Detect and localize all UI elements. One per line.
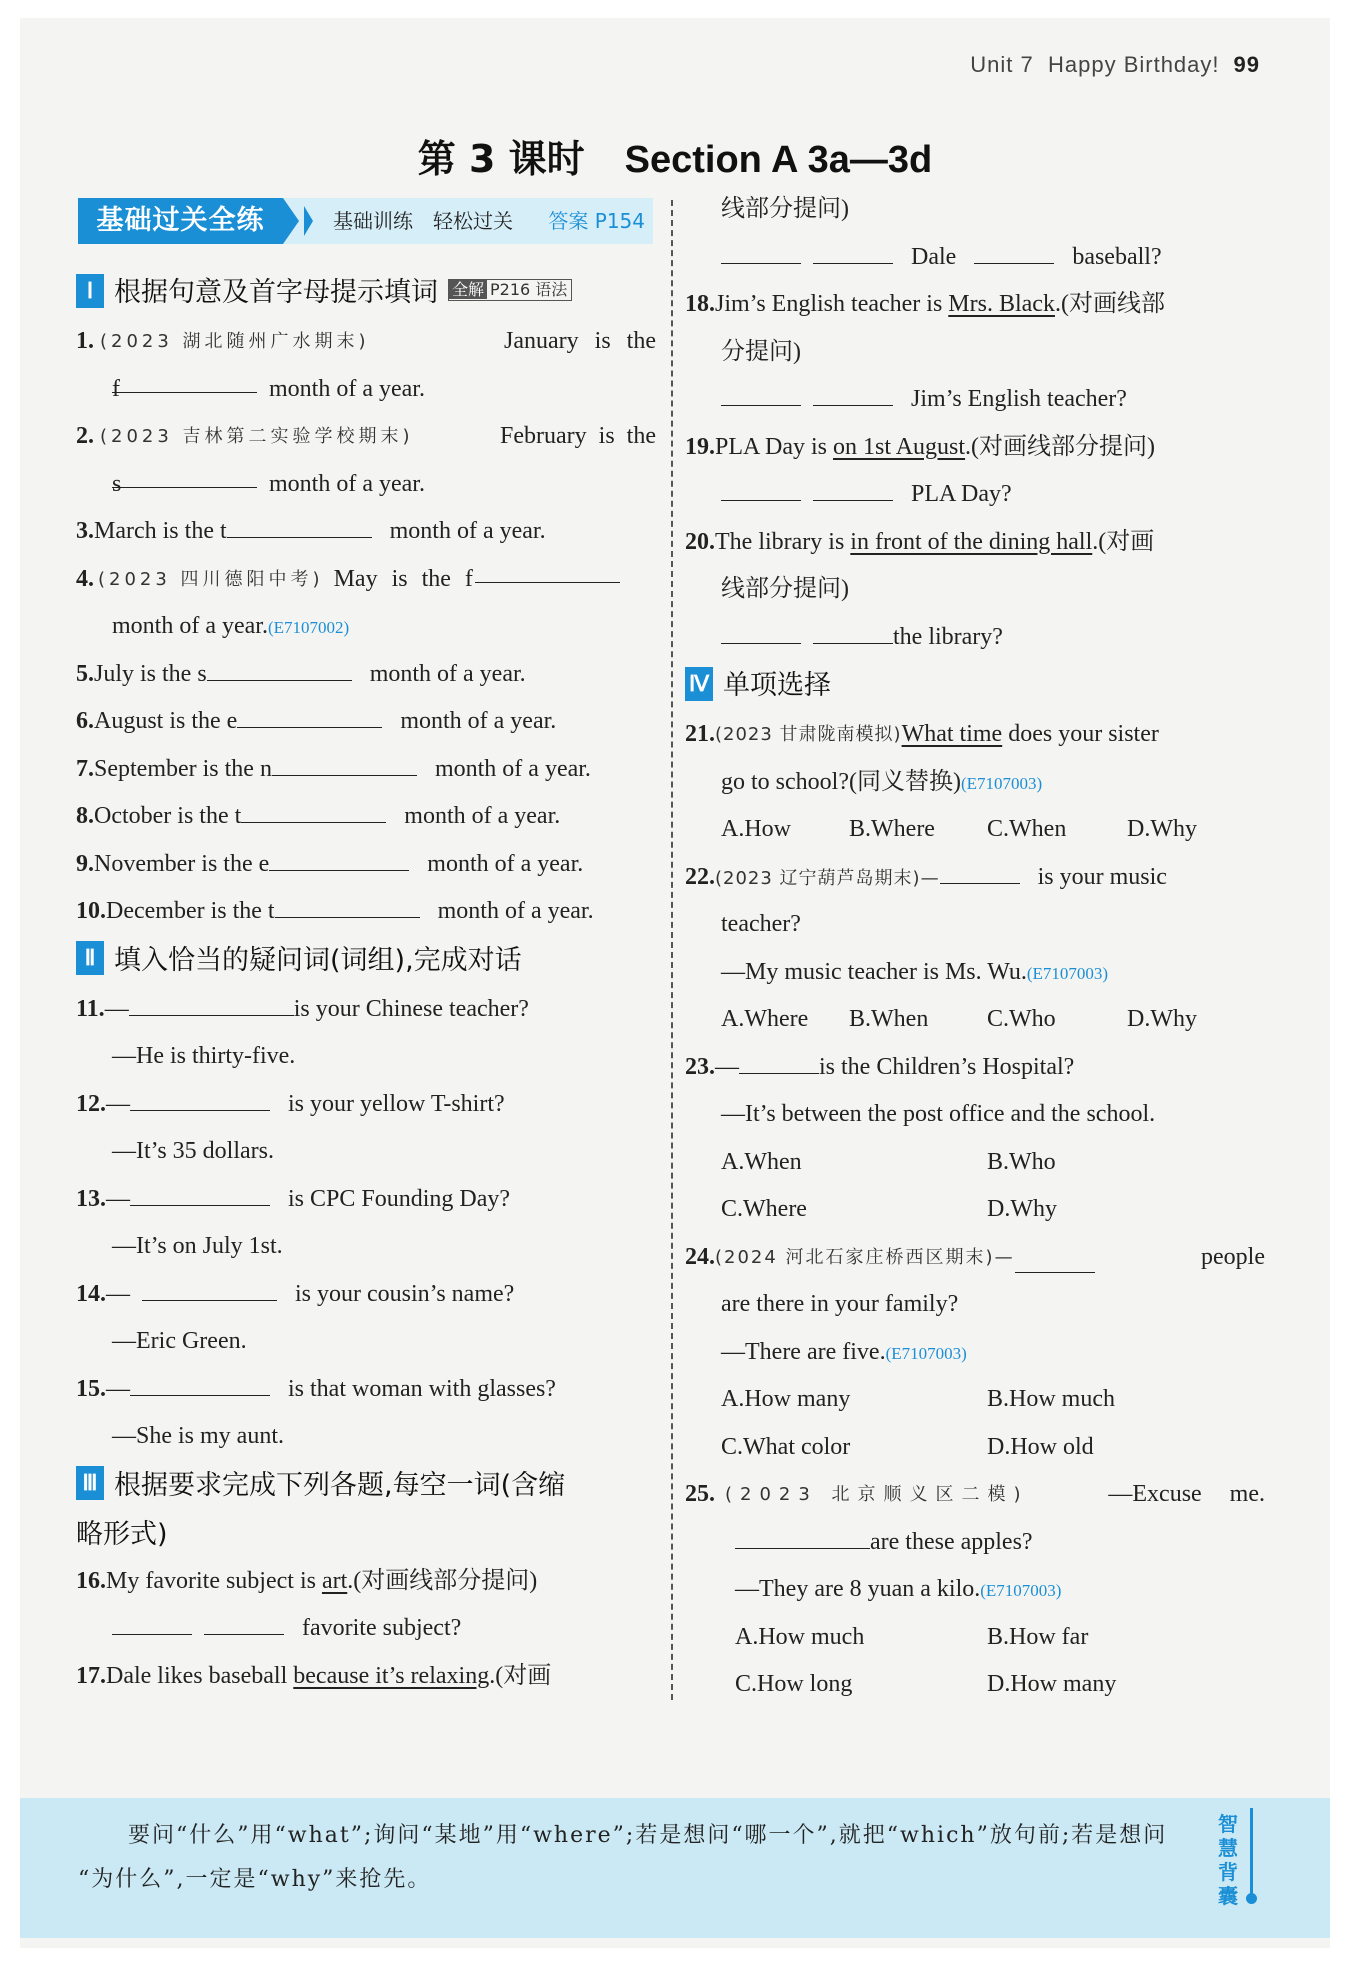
question-code: (E7107003) [980, 1581, 1062, 1600]
question-text: November is the e [94, 850, 270, 877]
question-text: Dale [911, 243, 957, 270]
dash: — [104, 995, 129, 1022]
question-instruction: .(对画线部 [1054, 291, 1165, 317]
question-text: October is the t [94, 803, 242, 829]
question-8 [76, 793, 656, 841]
answer-blank[interactable] [974, 237, 1054, 264]
question-number: 20. [685, 528, 715, 555]
dialogue-answer: —There are five. [721, 1338, 886, 1365]
basic-practice-banner [78, 198, 653, 244]
question-number: 22. [685, 863, 715, 890]
question-source: (2023 甘肃陇南模拟) [715, 724, 902, 745]
question-10 [76, 888, 656, 936]
question-number: 14. [76, 1280, 106, 1307]
question-text: January is the [504, 328, 656, 354]
question-5 [76, 651, 656, 699]
question-22-cont: teacher? [721, 911, 801, 937]
question-code: (E7107003) [1026, 963, 1109, 983]
question-text: is your Chinese teacher? [293, 995, 529, 1022]
question-text: —Excuse me. [1108, 1481, 1265, 1507]
question-text: December is the t [106, 898, 275, 924]
question-4 [76, 556, 656, 604]
question-22-answer [685, 949, 1265, 997]
question-2-cont [76, 461, 656, 509]
question-text: go to school?(同义替换) [721, 768, 961, 795]
option-c[interactable]: C.What color [721, 1433, 851, 1460]
question-3 [76, 508, 656, 556]
question-text: month of a year. [269, 375, 425, 402]
question-text: My favorite subject is [106, 1567, 322, 1594]
tag-box: 全解 [449, 280, 487, 299]
question-21 [685, 711, 1265, 759]
question-18 [685, 281, 1265, 329]
question-text: Dale likes baseball [106, 1662, 294, 1689]
question-2 [76, 413, 656, 461]
question-number: 12. [76, 1090, 106, 1117]
question-text: May is the f [333, 565, 473, 592]
answer-15: —She is my aunt. [112, 1423, 284, 1449]
option-a[interactable]: A.Where [721, 1006, 809, 1032]
banner-title: 基础过关全练 [78, 198, 283, 244]
section-title: 根据句意及首字母提示填词 [114, 277, 438, 308]
answer-11: —He is thirty-five. [112, 1043, 296, 1069]
tip-dot-decoration [1246, 1893, 1257, 1904]
question-25-cont [685, 1519, 1265, 1567]
answer-blank[interactable] [269, 844, 409, 871]
question-instruction: .(对画线部分提问) [347, 1567, 538, 1594]
question-20 [685, 519, 1265, 567]
underlined-part: on 1st August [833, 433, 966, 460]
answer-blank[interactable] [1015, 1246, 1095, 1273]
option-c[interactable]: C.Who [987, 1006, 1056, 1032]
question-instruction: .(对画线部分提问) [965, 433, 1156, 460]
answer-blank[interactable] [227, 511, 372, 538]
dash: — [106, 1185, 130, 1212]
option-b[interactable]: B.Where [849, 816, 935, 842]
hint-letter: s [112, 470, 122, 497]
question-text: is your yellow T-shirt? [288, 1090, 505, 1117]
tag-text: P216 语法 [490, 279, 568, 299]
question-25-options-2 [685, 1661, 1265, 1709]
right-column [685, 186, 1265, 1709]
question-instruction: .(对画 [1092, 528, 1155, 555]
question-text: does your sister [1002, 721, 1159, 747]
question-21-options [685, 806, 1265, 854]
answer-blank[interactable] [721, 617, 801, 644]
question-number: 11. [76, 995, 105, 1022]
answer-blank[interactable] [940, 857, 1020, 884]
question-number: 24. [685, 1243, 715, 1270]
question-text: month of a year. [434, 755, 591, 782]
answer-blank[interactable] [475, 556, 620, 583]
section-3-heading [76, 1461, 656, 1511]
question-17-answer-line [685, 234, 1265, 282]
page-header [970, 52, 1260, 78]
question-number: 7. [76, 755, 94, 782]
question-text: August is the e [94, 708, 238, 734]
question-number: 25. [685, 1481, 715, 1507]
question-number: 23. [685, 1053, 715, 1080]
question-23-answer: —It’s between the post office and the school. [721, 1101, 1156, 1127]
column-divider [671, 200, 673, 1700]
question-source: (2023 北京顺义区二模) [725, 1484, 1029, 1505]
answer-blank[interactable] [813, 379, 893, 406]
question-source: (2023 四川德阳中考) [98, 568, 324, 590]
tip-label-vertical: 智慧背囊 [1218, 1812, 1238, 1908]
banner-subtitle [333, 198, 533, 244]
question-text: month of a year. [389, 518, 546, 544]
option-b[interactable]: B.How much [987, 1386, 1115, 1412]
question-4-cont [76, 603, 656, 651]
question-text: September is the n [94, 755, 272, 782]
question-text: February is the [500, 423, 656, 449]
tip-line-2: “为什么”,一定是“why”来抢先。 [78, 1867, 432, 1892]
page-number: 99 [1233, 52, 1260, 77]
dash: — [106, 1090, 130, 1117]
option-d[interactable]: D.How many [987, 1671, 1117, 1697]
section-number-icon: Ⅱ [76, 941, 104, 975]
answer-blank[interactable] [721, 237, 801, 264]
question-text: is CPC Founding Day? [288, 1185, 511, 1212]
question-24-options-2 [685, 1424, 1265, 1472]
dash: — [715, 1053, 739, 1080]
question-instruction: .(对画 [489, 1662, 552, 1689]
answer-blank[interactable] [112, 366, 257, 402]
question-9 [76, 841, 656, 889]
question-number: 6. [76, 708, 94, 734]
section-title: 单项选择 [723, 670, 831, 701]
question-text: The library is [715, 528, 851, 555]
question-number: 8. [76, 803, 94, 829]
question-text: July is the s [94, 660, 207, 687]
question-number: 3. [76, 518, 94, 544]
question-25-options-1 [685, 1614, 1265, 1662]
answer-page-ref: 答案 P154 [548, 209, 645, 233]
answer-blank[interactable] [207, 654, 352, 681]
question-text: is that woman with glasses? [288, 1375, 556, 1402]
question-1-cont [76, 366, 656, 414]
question-code: (E7107003) [960, 773, 1043, 793]
question-text: people [1201, 1243, 1265, 1270]
question-number: 5. [76, 660, 94, 687]
question-25 [685, 1471, 1265, 1519]
answer-blank[interactable] [241, 796, 386, 823]
answer-blank[interactable] [112, 1608, 192, 1635]
question-text: are these apples? [870, 1528, 1033, 1555]
question-23-options-2 [685, 1186, 1265, 1234]
question-number: 21. [685, 721, 715, 747]
question-20-cont: 线部分提问) [721, 576, 849, 602]
option-d[interactable]: D.How old [987, 1433, 1094, 1460]
question-number: 17. [76, 1662, 106, 1689]
tip-text [78, 1814, 1188, 1902]
question-text: baseball? [1072, 243, 1162, 270]
section-number-icon: Ⅰ [76, 274, 104, 308]
option-c[interactable]: C.When [987, 816, 1067, 842]
underlined-part: Mrs. Black [948, 291, 1055, 317]
question-14 [76, 1271, 656, 1319]
left-column [76, 268, 656, 1700]
section-title: 根据要求完成下列各题,每空一词(含缩 [114, 1469, 566, 1501]
question-number: 10. [76, 898, 106, 924]
question-number: 4. [76, 565, 94, 592]
hint-letter: f [112, 375, 120, 402]
question-source: (2023 辽宁葫芦岛期末)— [715, 867, 940, 889]
lesson-title [0, 128, 1350, 183]
answer-blank[interactable] [739, 1047, 819, 1074]
answer-blank[interactable] [130, 1084, 270, 1111]
question-22 [685, 854, 1265, 902]
question-text: month of a year. [269, 470, 425, 497]
question-20-answer-line [685, 614, 1265, 662]
option-b[interactable]: B.When [849, 1006, 929, 1032]
question-text: is your music [1037, 863, 1167, 890]
question-18-cont: 分提问) [721, 338, 801, 365]
question-text: PLA Day is [715, 433, 834, 460]
answer-13: —It’s on July 1st. [112, 1233, 283, 1259]
question-number: 19. [685, 433, 715, 460]
reference-tag [448, 279, 572, 301]
question-text: is the Children’s Hospital? [819, 1053, 1075, 1080]
answer-blank[interactable] [272, 749, 417, 776]
question-19-answer-line [685, 471, 1265, 519]
tip-line-1: 要问“什么”用“what”;询问“某地”用“where”;若是想问“哪一个”,就把“which”放句前;若是想问 [128, 1823, 1168, 1848]
option-a[interactable]: A.How [721, 816, 791, 842]
question-22-options [685, 996, 1265, 1044]
answer-blank[interactable] [130, 1179, 270, 1206]
answer-blank[interactable] [813, 617, 893, 644]
question-text: Jim’s English teacher is [715, 291, 949, 317]
answer-blank[interactable] [721, 474, 801, 501]
question-number: 15. [76, 1375, 106, 1402]
option-d[interactable]: D.Why [1127, 1006, 1197, 1032]
section-number-icon: Ⅳ [685, 667, 713, 701]
question-number: 2. [76, 423, 94, 449]
answer-blank[interactable] [237, 701, 382, 728]
underlined-part: because it’s relaxing [293, 1662, 490, 1689]
question-16-answer-line [76, 1605, 656, 1653]
question-23-options-1 [685, 1139, 1265, 1187]
answer-blank[interactable] [204, 1608, 284, 1635]
question-17 [76, 1653, 656, 1701]
answer-blank[interactable] [721, 379, 801, 406]
option-c[interactable]: C.How long [735, 1671, 853, 1697]
question-code: (E7107002) [267, 618, 350, 637]
unit-label: Unit 7 [970, 52, 1034, 77]
section-3-heading-cont: 略形式) [76, 1518, 168, 1550]
question-source: (2023 吉林第二实验学校期末) [100, 426, 414, 447]
dash: — [106, 1280, 130, 1307]
question-text: month of a year. [369, 660, 526, 687]
answer-blank[interactable] [142, 1274, 277, 1301]
answer-12: —It’s 35 dollars. [112, 1138, 274, 1164]
section-2-heading [76, 936, 656, 986]
answer-blank[interactable] [129, 989, 294, 1016]
question-number: 18. [685, 291, 715, 317]
banner-sub1: 基础训练 [333, 209, 413, 233]
question-text: is your cousin’s name? [295, 1280, 515, 1307]
answer-blank[interactable] [275, 891, 420, 918]
question-13 [76, 1176, 656, 1224]
question-text: month of a year. [112, 613, 268, 639]
question-24-cont: are there in your family? [721, 1291, 959, 1317]
question-source: (2024 河北石家庄桥西区期末)— [715, 1246, 1015, 1268]
question-18-answer-line [685, 376, 1265, 424]
answer-blank[interactable] [130, 1369, 270, 1396]
question-text: month of a year. [437, 898, 594, 924]
question-19 [685, 424, 1265, 472]
question-text: March is the t [94, 518, 227, 544]
question-text: the library? [893, 623, 1003, 650]
option-a[interactable]: A.When [721, 1148, 802, 1175]
dialogue-answer: —They are 8 yuan a kilo. [735, 1576, 981, 1602]
unit-title: Happy Birthday! [1047, 52, 1220, 77]
question-text: favorite subject? [302, 1615, 462, 1641]
lesson-section: Section A 3a—3d [624, 139, 933, 181]
answer-blank[interactable] [813, 237, 893, 264]
lesson-number: 第 3 课时 [417, 137, 585, 181]
option-b[interactable]: B.Who [987, 1148, 1056, 1175]
section-number-icon: Ⅲ [76, 1466, 104, 1500]
banner-sub2: 轻松过关 [433, 209, 513, 233]
question-24 [685, 1234, 1265, 1282]
question-21-cont [685, 759, 1265, 807]
question-1 [76, 318, 656, 366]
question-text: PLA Day? [911, 481, 1012, 507]
option-d[interactable]: D.Why [1127, 816, 1197, 842]
option-c[interactable]: C.Where [721, 1196, 807, 1222]
option-d[interactable]: D.Why [987, 1196, 1057, 1222]
section-4-heading [685, 661, 1265, 711]
option-a[interactable]: A.How many [721, 1386, 851, 1412]
answer-14: —Eric Green. [112, 1328, 247, 1354]
question-24-options-1 [685, 1376, 1265, 1424]
underlined-part: What time [901, 721, 1003, 747]
underlined-part: in front of the dining hall [850, 528, 1093, 555]
section-1-heading [76, 268, 656, 318]
dash: — [106, 1375, 130, 1402]
option-a[interactable]: A.How much [735, 1623, 865, 1650]
answer-blank[interactable] [112, 461, 257, 497]
question-text: month of a year. [400, 708, 557, 734]
question-7 [76, 746, 656, 794]
question-17-cont: 线部分提问) [721, 196, 849, 222]
question-6 [76, 698, 656, 746]
banner-arrow-icon-small [304, 206, 313, 236]
question-16 [76, 1558, 656, 1606]
question-text: Jim’s English teacher? [911, 386, 1127, 412]
underlined-part: art [321, 1567, 348, 1594]
question-11 [76, 986, 656, 1034]
question-15 [76, 1366, 656, 1414]
question-source: (2023 湖北随州广水期末) [100, 331, 370, 352]
question-code: (E7107003) [885, 1343, 967, 1363]
question-25-answer [685, 1566, 1265, 1614]
question-24-answer [685, 1329, 1265, 1377]
tip-bar-decoration [1250, 1808, 1253, 1896]
banner-arrow-icon [283, 198, 299, 244]
answer-blank[interactable] [735, 1522, 870, 1549]
question-number: 13. [76, 1185, 106, 1212]
question-text: month of a year. [404, 803, 561, 829]
option-b[interactable]: B.How far [987, 1623, 1089, 1650]
question-23 [685, 1044, 1265, 1092]
question-number: 9. [76, 850, 94, 877]
answer-blank[interactable] [813, 474, 893, 501]
question-12 [76, 1081, 656, 1129]
dialogue-answer: —My music teacher is Ms. Wu. [721, 958, 1027, 985]
question-number: 16. [76, 1567, 106, 1594]
question-text: month of a year. [427, 850, 584, 877]
question-number: 1. [76, 328, 94, 354]
section-title: 填入恰当的疑问词(词组),完成对话 [114, 944, 522, 976]
